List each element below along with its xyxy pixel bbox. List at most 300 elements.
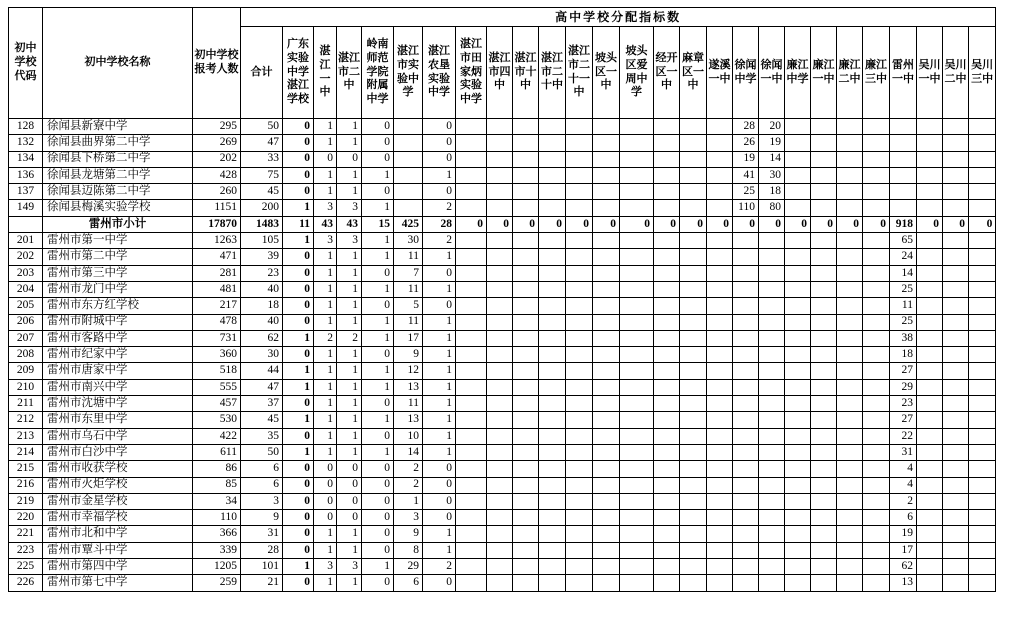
quota-cell — [593, 493, 620, 509]
quota-cell: 0 — [362, 135, 394, 151]
quota-cell — [811, 135, 837, 151]
quota-cell — [620, 314, 654, 330]
quota-cell — [811, 559, 837, 575]
quota-cell: 7 — [394, 265, 423, 281]
quota-cell: 31 — [890, 444, 917, 460]
quota-cell — [513, 363, 539, 379]
header-highschool-column: 廉江中学 — [785, 27, 811, 119]
quota-cell — [593, 379, 620, 395]
quota-cell — [811, 412, 837, 428]
quota-cell — [943, 542, 969, 558]
quota-cell: 0 — [362, 510, 394, 526]
quota-cell — [759, 265, 785, 281]
applicants-cell: 1205 — [193, 559, 241, 575]
quota-cell — [513, 428, 539, 444]
quota-cell — [811, 575, 837, 591]
table-row — [9, 151, 996, 167]
quota-cell: 0 — [337, 151, 362, 167]
quota-cell — [707, 493, 733, 509]
quota-cell — [785, 314, 811, 330]
quota-cell: 0 — [811, 216, 837, 232]
quota-cell — [487, 542, 513, 558]
subtotal-row — [9, 216, 996, 232]
quota-cell — [566, 184, 593, 200]
quota-cell — [566, 559, 593, 575]
quota-cell — [733, 249, 759, 265]
quota-cell — [863, 493, 890, 509]
quota-cell — [394, 151, 423, 167]
quota-cell — [707, 167, 733, 183]
quota-cell: 0 — [362, 493, 394, 509]
quota-cell: 50 — [241, 119, 283, 135]
quota-cell: 0 — [283, 477, 314, 493]
quota-cell — [837, 461, 863, 477]
quota-cell: 1 — [337, 347, 362, 363]
quota-cell: 1 — [314, 575, 337, 591]
quota-cell: 33 — [241, 151, 283, 167]
quota-cell: 1 — [314, 396, 337, 412]
quota-cell — [654, 461, 680, 477]
quota-cell — [837, 559, 863, 575]
header-highschool-column: 湛江市二十一中 — [566, 27, 593, 119]
quota-cell: 0 — [362, 526, 394, 542]
applicants-cell: 295 — [193, 119, 241, 135]
quota-cell — [863, 233, 890, 249]
quota-cell — [811, 396, 837, 412]
quota-cell — [680, 428, 707, 444]
quota-cell — [620, 412, 654, 428]
quota-cell — [707, 542, 733, 558]
quota-cell: 6 — [241, 477, 283, 493]
quota-cell: 25 — [733, 184, 759, 200]
quota-cell: 3 — [337, 233, 362, 249]
quota-cell — [863, 184, 890, 200]
quota-cell — [680, 559, 707, 575]
quota-cell — [456, 379, 487, 395]
quota-cell — [680, 314, 707, 330]
quota-cell — [837, 575, 863, 591]
applicants-cell: 428 — [193, 167, 241, 183]
quota-cell: 0 — [362, 265, 394, 281]
quota-cell: 1 — [423, 167, 456, 183]
quota-cell: 23 — [241, 265, 283, 281]
quota-cell: 0 — [283, 314, 314, 330]
quota-cell — [733, 461, 759, 477]
applicants-cell: 457 — [193, 396, 241, 412]
quota-cell: 1 — [362, 167, 394, 183]
quota-cell — [707, 461, 733, 477]
quota-cell — [811, 526, 837, 542]
quota-cell — [513, 559, 539, 575]
school-code-cell: 137 — [9, 184, 43, 200]
quota-cell — [837, 330, 863, 346]
quota-cell — [539, 428, 566, 444]
quota-cell — [969, 233, 996, 249]
quota-cell: 0 — [283, 396, 314, 412]
school-code-cell: 205 — [9, 298, 43, 314]
quota-cell — [811, 444, 837, 460]
quota-cell: 1 — [394, 493, 423, 509]
applicants-cell: 17870 — [193, 216, 241, 232]
school-name-cell: 雷州市金星学校 — [43, 493, 193, 509]
quota-cell — [917, 314, 943, 330]
quota-cell — [863, 363, 890, 379]
quota-cell: 25 — [890, 281, 917, 297]
quota-cell — [487, 330, 513, 346]
quota-cell: 40 — [241, 314, 283, 330]
quota-cell — [456, 412, 487, 428]
school-name-cell: 雷州市纪家中学 — [43, 347, 193, 363]
quota-cell — [593, 428, 620, 444]
quota-cell — [680, 542, 707, 558]
quota-cell — [620, 396, 654, 412]
header-highschool-column: 坡头区爱周中学 — [620, 27, 654, 119]
quota-cell — [811, 184, 837, 200]
quota-cell — [837, 347, 863, 363]
quota-cell — [593, 184, 620, 200]
applicants-cell: 269 — [193, 135, 241, 151]
quota-cell — [943, 135, 969, 151]
quota-cell: 1 — [362, 444, 394, 460]
quota-cell: 0 — [362, 575, 394, 591]
quota-cell — [707, 249, 733, 265]
quota-cell — [837, 542, 863, 558]
quota-cell: 1 — [314, 347, 337, 363]
quota-cell: 47 — [241, 379, 283, 395]
quota-cell — [513, 493, 539, 509]
quota-cell — [680, 298, 707, 314]
quota-cell — [487, 265, 513, 281]
quota-cell — [785, 396, 811, 412]
quota-cell — [733, 559, 759, 575]
quota-cell — [969, 559, 996, 575]
quota-cell — [707, 559, 733, 575]
quota-cell — [707, 575, 733, 591]
quota-cell — [654, 396, 680, 412]
quota-cell: 1 — [314, 363, 337, 379]
quota-cell — [620, 200, 654, 216]
quota-cell — [593, 396, 620, 412]
quota-cell: 1 — [337, 444, 362, 460]
quota-cell — [654, 135, 680, 151]
quota-cell — [566, 396, 593, 412]
quota-cell — [785, 428, 811, 444]
quota-cell: 3 — [337, 559, 362, 575]
quota-cell: 1 — [362, 330, 394, 346]
quota-cell: 0 — [362, 298, 394, 314]
quota-cell — [539, 298, 566, 314]
quota-cell — [513, 281, 539, 297]
quota-cell — [733, 379, 759, 395]
quota-cell — [654, 233, 680, 249]
quota-cell: 1 — [337, 575, 362, 591]
quota-cell: 1 — [314, 428, 337, 444]
quota-cell: 20 — [759, 119, 785, 135]
quota-cell: 65 — [890, 233, 917, 249]
quota-cell: 1 — [337, 428, 362, 444]
quota-cell — [890, 119, 917, 135]
quota-cell — [593, 167, 620, 183]
quota-cell — [654, 330, 680, 346]
group-header-row — [9, 8, 996, 27]
quota-cell — [654, 249, 680, 265]
quota-cell — [487, 281, 513, 297]
school-code-cell: 128 — [9, 119, 43, 135]
quota-cell — [917, 575, 943, 591]
quota-cell — [456, 314, 487, 330]
quota-cell: 1 — [314, 265, 337, 281]
quota-cell — [785, 526, 811, 542]
quota-cell — [593, 200, 620, 216]
quota-cell: 1 — [362, 200, 394, 216]
quota-cell: 6 — [890, 510, 917, 526]
quota-cell — [837, 135, 863, 151]
quota-cell — [943, 119, 969, 135]
quota-cell — [456, 330, 487, 346]
applicants-cell: 481 — [193, 281, 241, 297]
quota-cell — [707, 363, 733, 379]
header-school-code: 初中学校代码 — [9, 8, 43, 119]
quota-cell — [539, 233, 566, 249]
quota-cell — [837, 363, 863, 379]
quota-cell — [785, 298, 811, 314]
quota-cell — [969, 281, 996, 297]
quota-cell — [487, 428, 513, 444]
table-row — [9, 281, 996, 297]
quota-cell — [593, 347, 620, 363]
quota-cell — [943, 477, 969, 493]
quota-cell — [759, 347, 785, 363]
quota-cell — [811, 167, 837, 183]
school-name-cell: 雷州市火炬学校 — [43, 477, 193, 493]
quota-cell — [943, 396, 969, 412]
quota-cell: 2 — [337, 330, 362, 346]
header-quota-group: 高中学校分配指标数 — [241, 8, 996, 27]
quota-cell: 0 — [283, 542, 314, 558]
quota-cell — [566, 510, 593, 526]
quota-cell — [733, 233, 759, 249]
quota-cell — [811, 249, 837, 265]
quota-cell — [917, 167, 943, 183]
quota-cell: 11 — [394, 396, 423, 412]
quota-cell: 0 — [785, 216, 811, 232]
quota-cell — [620, 119, 654, 135]
quota-cell: 1 — [283, 363, 314, 379]
table-row — [9, 575, 996, 591]
quota-cell — [707, 330, 733, 346]
school-name-cell: 雷州市东方红学校 — [43, 298, 193, 314]
quota-cell: 43 — [314, 216, 337, 232]
quota-cell: 0 — [283, 249, 314, 265]
quota-cell — [680, 281, 707, 297]
quota-cell — [969, 412, 996, 428]
quota-cell — [837, 298, 863, 314]
quota-cell — [707, 119, 733, 135]
quota-cell — [969, 265, 996, 281]
quota-cell: 13 — [394, 379, 423, 395]
quota-cell — [943, 363, 969, 379]
quota-cell — [917, 526, 943, 542]
quota-cell: 1 — [314, 184, 337, 200]
quota-cell — [785, 184, 811, 200]
quota-cell: 0 — [487, 216, 513, 232]
quota-cell: 0 — [362, 151, 394, 167]
quota-cell — [785, 493, 811, 509]
school-name-cell: 雷州市第一中学 — [43, 233, 193, 249]
quota-cell — [513, 477, 539, 493]
quota-cell: 0 — [314, 461, 337, 477]
header-highschool-column: 廉江一中 — [811, 27, 837, 119]
quota-cell — [917, 298, 943, 314]
school-code-cell: 203 — [9, 265, 43, 281]
quota-cell: 0 — [283, 298, 314, 314]
quota-cell — [733, 510, 759, 526]
quota-cell — [917, 330, 943, 346]
applicants-cell: 217 — [193, 298, 241, 314]
quota-cell — [969, 314, 996, 330]
header-highschool-column: 湛江市四中 — [487, 27, 513, 119]
quota-cell — [759, 493, 785, 509]
quota-cell — [863, 135, 890, 151]
quota-cell — [539, 379, 566, 395]
quota-cell: 1 — [314, 249, 337, 265]
quota-cell: 1 — [314, 135, 337, 151]
quota-cell — [566, 412, 593, 428]
school-name-cell: 雷州市第四中学 — [43, 559, 193, 575]
header-highschool-column: 湛江市田家炳实验中学 — [456, 27, 487, 119]
quota-cell — [654, 200, 680, 216]
quota-cell — [837, 510, 863, 526]
school-code-cell: 202 — [9, 249, 43, 265]
quota-cell — [566, 542, 593, 558]
quota-cell — [513, 575, 539, 591]
quota-cell: 30 — [241, 347, 283, 363]
quota-cell — [593, 233, 620, 249]
quota-cell: 0 — [283, 151, 314, 167]
quota-cell: 19 — [733, 151, 759, 167]
quota-cell: 0 — [362, 347, 394, 363]
quota-cell: 0 — [620, 216, 654, 232]
quota-cell — [593, 281, 620, 297]
table-row — [9, 119, 996, 135]
quota-cell — [943, 347, 969, 363]
quota-cell — [943, 167, 969, 183]
quota-cell — [943, 249, 969, 265]
quota-cell — [566, 330, 593, 346]
quota-cell — [917, 444, 943, 460]
quota-cell — [811, 510, 837, 526]
quota-cell — [456, 298, 487, 314]
quota-cell — [487, 135, 513, 151]
quota-cell — [513, 314, 539, 330]
quota-cell — [539, 167, 566, 183]
quota-cell — [811, 493, 837, 509]
quota-cell — [487, 396, 513, 412]
quota-cell: 19 — [890, 526, 917, 542]
quota-cell — [566, 135, 593, 151]
quota-cell: 0 — [423, 477, 456, 493]
quota-cell — [456, 363, 487, 379]
table-row — [9, 298, 996, 314]
quota-cell — [654, 428, 680, 444]
quota-cell: 0 — [423, 298, 456, 314]
quota-cell — [566, 493, 593, 509]
header-highschool-column: 经开区一中 — [654, 27, 680, 119]
quota-cell — [733, 314, 759, 330]
quota-cell: 0 — [759, 216, 785, 232]
quota-cell: 0 — [283, 135, 314, 151]
applicants-cell: 530 — [193, 412, 241, 428]
quota-cell: 1 — [283, 379, 314, 395]
quota-cell — [680, 249, 707, 265]
quota-cell — [969, 428, 996, 444]
quota-cell: 1 — [337, 542, 362, 558]
quota-cell — [785, 542, 811, 558]
quota-cell — [733, 542, 759, 558]
quota-cell — [863, 265, 890, 281]
quota-cell — [654, 412, 680, 428]
quota-cell — [566, 379, 593, 395]
table-row — [9, 249, 996, 265]
quota-cell — [513, 151, 539, 167]
quota-cell — [759, 559, 785, 575]
quota-cell — [680, 135, 707, 151]
applicants-cell: 339 — [193, 542, 241, 558]
applicants-cell: 34 — [193, 493, 241, 509]
quota-cell — [456, 281, 487, 297]
quota-cell: 45 — [241, 412, 283, 428]
quota-cell — [620, 135, 654, 151]
table-row — [9, 510, 996, 526]
quota-cell: 0 — [283, 575, 314, 591]
quota-cell — [707, 281, 733, 297]
school-name-cell: 雷州市北和中学 — [43, 526, 193, 542]
applicants-cell: 422 — [193, 428, 241, 444]
table-row — [9, 477, 996, 493]
quota-cell — [811, 330, 837, 346]
quota-cell — [654, 184, 680, 200]
quota-cell — [863, 412, 890, 428]
school-name-cell: 雷州市第三中学 — [43, 265, 193, 281]
quota-cell: 0 — [362, 396, 394, 412]
applicants-cell: 1151 — [193, 200, 241, 216]
quota-cell — [863, 444, 890, 460]
quota-cell — [620, 379, 654, 395]
school-name-cell: 雷州市东里中学 — [43, 412, 193, 428]
quota-cell — [487, 184, 513, 200]
header-highschool-column: 廉江三中 — [863, 27, 890, 119]
quota-cell — [680, 330, 707, 346]
quota-cell — [539, 461, 566, 477]
quota-cell — [811, 314, 837, 330]
header-highschool-column: 廉江二中 — [837, 27, 863, 119]
quota-cell — [863, 281, 890, 297]
quota-cell — [654, 363, 680, 379]
quota-cell — [733, 412, 759, 428]
quota-cell — [759, 249, 785, 265]
quota-cell — [733, 265, 759, 281]
table-row — [9, 493, 996, 509]
quota-cell — [863, 330, 890, 346]
quota-cell: 1 — [337, 281, 362, 297]
quota-cell: 1 — [423, 330, 456, 346]
quota-cell — [785, 347, 811, 363]
quota-cell — [620, 298, 654, 314]
quota-cell — [837, 265, 863, 281]
school-code-cell — [9, 216, 43, 232]
quota-cell — [487, 461, 513, 477]
quota-cell: 1 — [423, 412, 456, 428]
